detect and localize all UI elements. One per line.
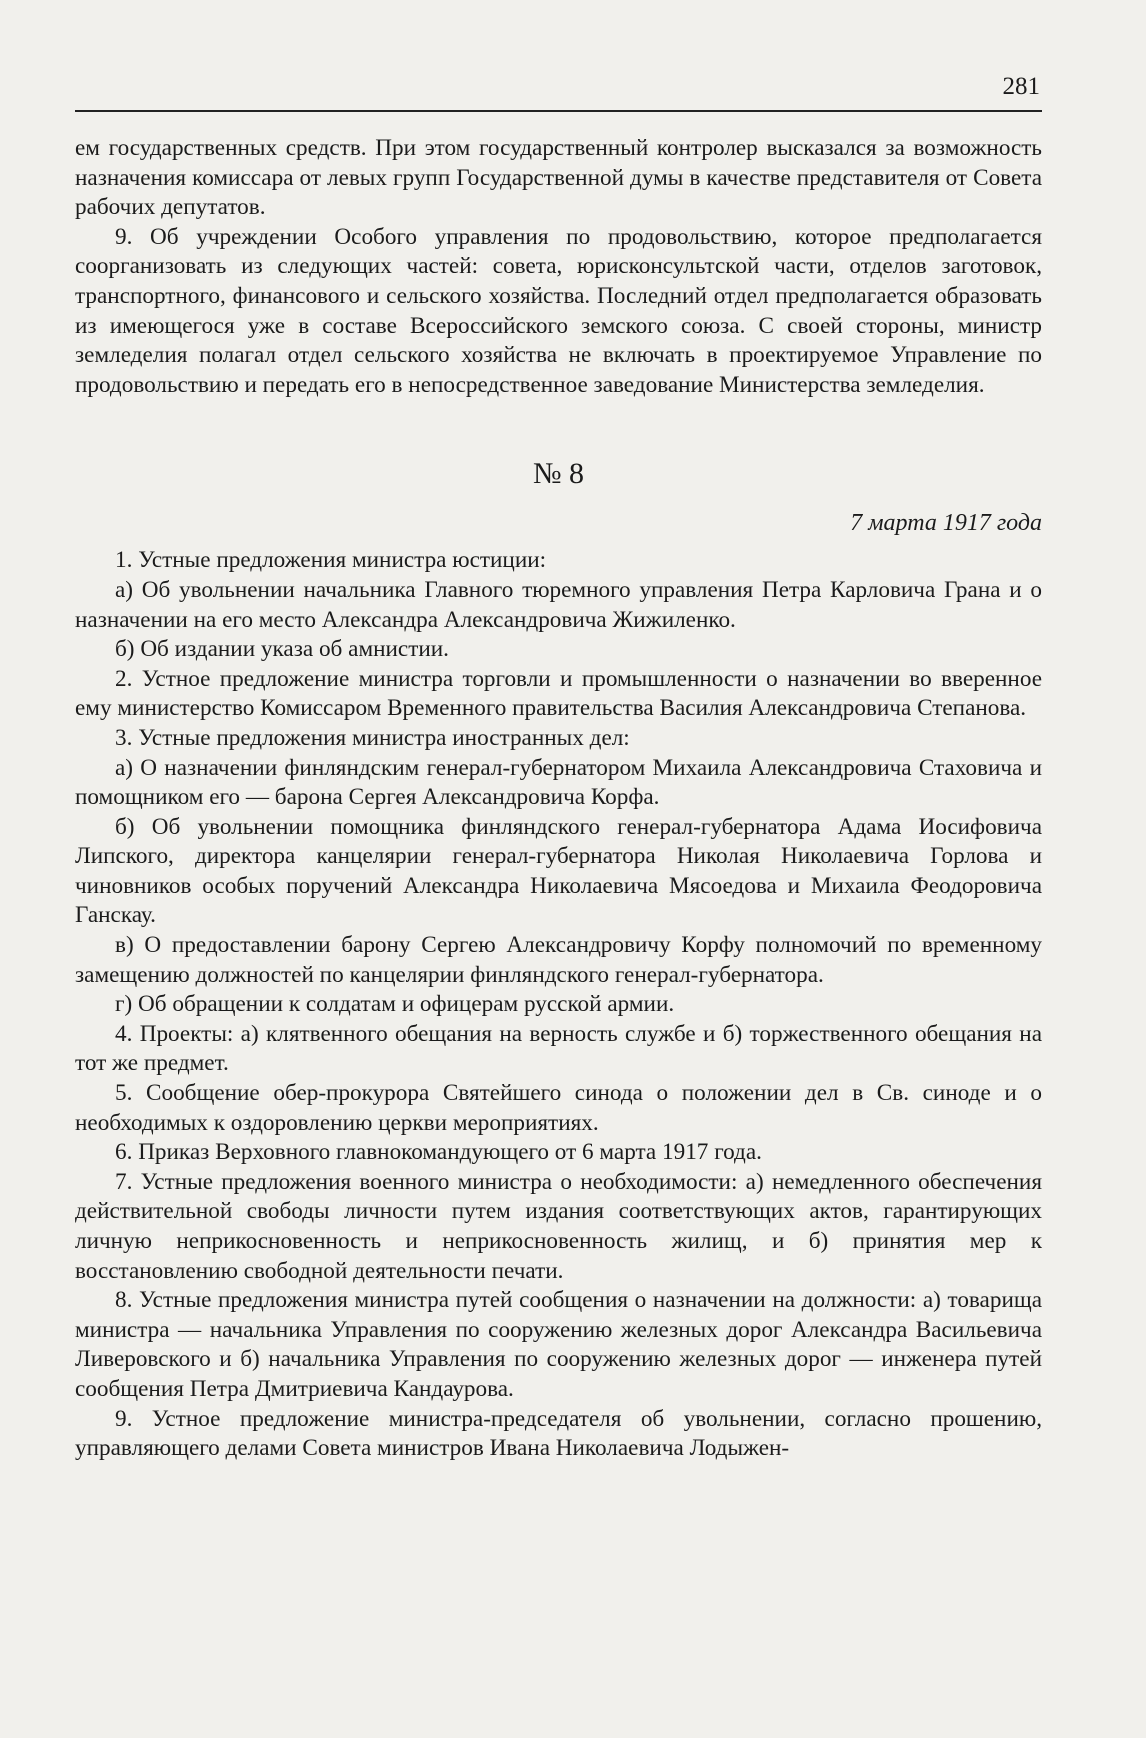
agenda-item: 5. Сообщение обер-прокурора Святейшего синода о положении дел в Св. синоде и о необходимых к оздоровлению церкви мероприятиях. bbox=[75, 1080, 1042, 1136]
agenda-item: 8. Устные предложения министра путей сообщения о назначении на должности: а) товарища министра — начальника Управления по сооружению железных дорог Александра Васильевича Ливеровского и б) начальника Управления по сооружению железных дорог — инженера путей сообщения Петра Дмитриевича Кандаурова. bbox=[75, 1287, 1042, 1402]
agenda-item: г) Об обращении к солдатам и офицерам русской армии. bbox=[115, 991, 675, 1018]
agenda-item: б) Об увольнении помощника финляндского генерал-губернатора Адама Иосифовича Липского, директора канцелярии генерал-губернатора Николая Николаевича Горлова и чиновников особых поручений Александра Николаевича Мясоедова и Михаила Феодоровича Ганскау. bbox=[75, 813, 1042, 929]
intro-paragraph: 9. Об учреждении Особого управления по продовольствию, которое предполагается соорганизовать из следующих частей: совета, юрисконсультской части, отделов заготовок, транспортного, финансового и сельского хозяйства. Последний отдел предполагается образовать из имеющегося уже в составе Всероссийского земского союза. С своей стороны, министр земледелия полагал отдел сельского хозяйства не включать в проектируемое Управление по продовольствию и передать его в непосредственное заведование Министерства земледелия. bbox=[75, 223, 1042, 398]
document-date: 7 марта 1917 года bbox=[850, 510, 1042, 537]
agenda-item: 9. Устное предложение министра-председателя об увольнении, согласно прошению, управляющего делами Совета министров Ивана Николаевича Лодыжен- bbox=[75, 1405, 1042, 1462]
agenda-item: в) О предоставлении барону Сергею Александровичу Корфу полномочий по временному замещению должностей по канцелярии финляндского генерал-губернатора. bbox=[75, 932, 1042, 988]
agenda-item: 6. Приказ Верховного главнокомандующего от 6 марта 1917 года. bbox=[115, 1139, 762, 1166]
agenda-item: 2. Устное предложение министра торговли и промышленности о назначении во вверенное ему министерство Комиссаром Временного правительства Василия Александровича Степанова. bbox=[75, 665, 1042, 722]
agenda-item: б) Об издании указа об амнистии. bbox=[115, 636, 449, 663]
agenda-item: 7. Устные предложения военного министра о необходимости: а) немедленного обеспечения действительной свободы личности путем издания соответствующих актов, гарантирующих личную неприкосновенность и неприкосновенность жилищ, и б) принятия мер к восстановлению свободной деятельности печати. bbox=[75, 1168, 1042, 1284]
page-body bbox=[75, 134, 1042, 1464]
agenda-item: а) Об увольнении начальника Главного тюремного управления Петра Карловича Грана и о назначении на его место Александра Александровича Жижиленко. bbox=[75, 576, 1042, 633]
intro-paragraph: ем государственных средств. При этом государственный контролер высказался за возможность назначения комиссара от левых групп Государственной думы в качестве представителя от Совета рабочих депутатов. bbox=[75, 135, 1042, 221]
header-rule bbox=[75, 110, 1042, 112]
page-number: 281 bbox=[1002, 73, 1040, 100]
agenda-item: 3. Устные предложения министра иностранных дел: bbox=[115, 724, 630, 751]
agenda-item: 4. Проекты: а) клятвенного обещания на верность службе и б) торжественного обещания на тот же предмет. bbox=[75, 1020, 1042, 1077]
agenda-item: а) О назначении финляндским генерал-губернатором Михаила Александровича Стаховича и помощником его — барона Сергея Александровича Корфа. bbox=[75, 754, 1042, 811]
document-number: № 8 bbox=[532, 457, 585, 491]
agenda-item: 1. Устные предложения министра юстиции: bbox=[115, 547, 547, 574]
